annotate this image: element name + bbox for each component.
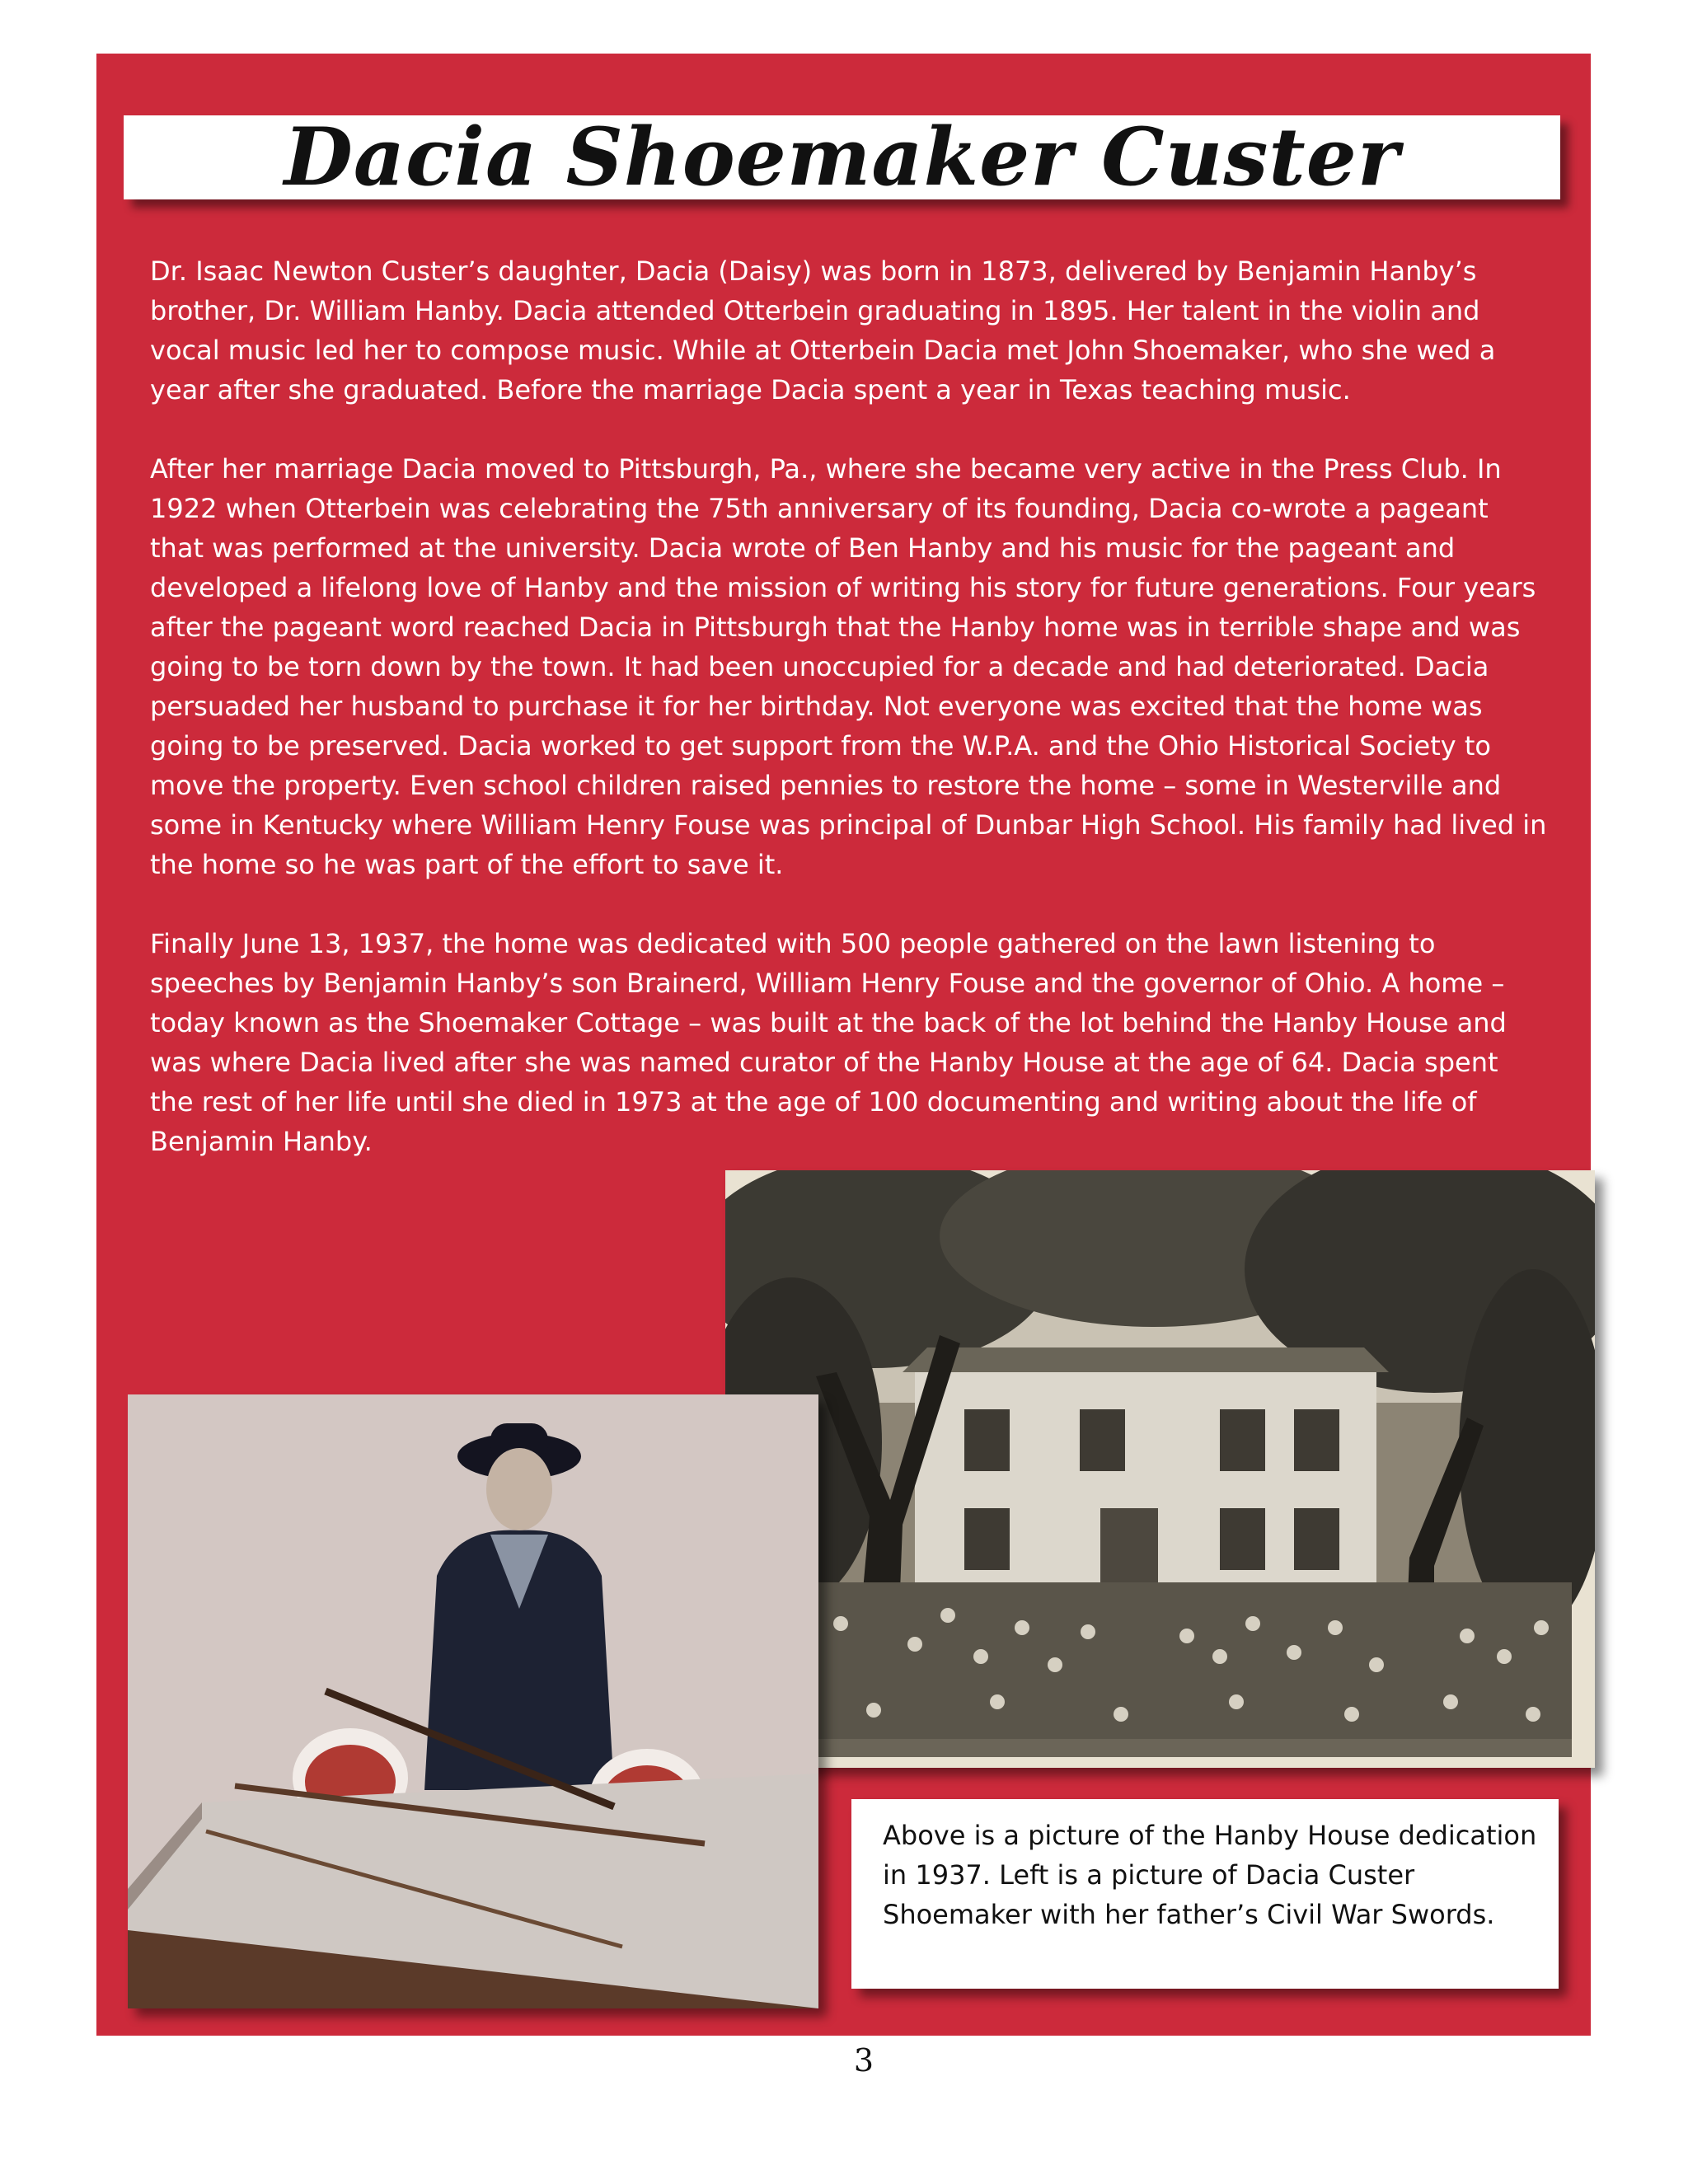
paragraph-3: Finally June 13, 1937, the home was dedicated with 500 people gathered on the lawn listening to speeches by Benjamin Hanby’s son Brainerd, William Henry Fouse and the governor of Ohio. A home – today known as the Shoemaker Cottage – was built at the back of the lot behind the Hanby House and was where Dacia lived after she was named curator of the Hanby House at the age of 64. Dacia spent the rest of her life until she died in 1973 at the age of 100 documenting and writing about the life of Benjamin Hanby. bbox=[150, 928, 1507, 1157]
caption-box bbox=[851, 1799, 1559, 1989]
photo-caption: Above is a picture of the Hanby House dedication in 1937. Left is a picture of Dacia Custer Shoemaker with her father’s Civil War Swords. bbox=[883, 1820, 1537, 1930]
dacia-with-swords-photo bbox=[128, 1394, 818, 2008]
hanby-house-dedication-photo bbox=[725, 1170, 1595, 1768]
page-number: 3 bbox=[853, 2042, 874, 2079]
page-title: Dacia Shoemaker Custer bbox=[284, 110, 1400, 204]
title-banner bbox=[124, 110, 1560, 204]
paragraph-2: After her marriage Dacia moved to Pittsburgh, Pa., where she became very active in the Press Club. In 1922 when Otterbein was celebrating the 75th anniversary of its founding, Dacia co-wrote a pageant that was performed at the university. Dacia wrote of Ben Hanby and his music for the pageant and developed a lifelong love of Hanby and the mission of writing his story for future generations. Four years after the pageant word reached Dacia in Pittsburgh that the Hanby home was in terrible shape and was going to be torn down by the town. It had been unoccupied for a decade and had deteriorated. Dacia persuaded her husband to purchase it for her birthday. Not everyone was excited that the home was going to be preserved. Dacia worked to get support from the W.P.A. and the Ohio Historical Society to move the property. Even school children raised pennies to restore the home – some in Westerville and some in Kentucky where William Henry Fouse was principal of Dunbar High School. His family had lived in the home so he was part of the effort to save it. bbox=[150, 453, 1547, 880]
article-body bbox=[150, 251, 1547, 1201]
paragraph-1: Dr. Isaac Newton Custer’s daughter, Dacia (Daisy) was born in 1873, delivered by Benjamin Hanby’s brother, Dr. William Hanby. Dacia attended Otterbein graduating in 1895. Her talent in the violin and vocal music led her to compose music. While at Otterbein Dacia met John Shoemaker, who she wed a year after she graduated. Before the marriage Dacia spent a year in Texas teaching music. bbox=[150, 255, 1496, 405]
